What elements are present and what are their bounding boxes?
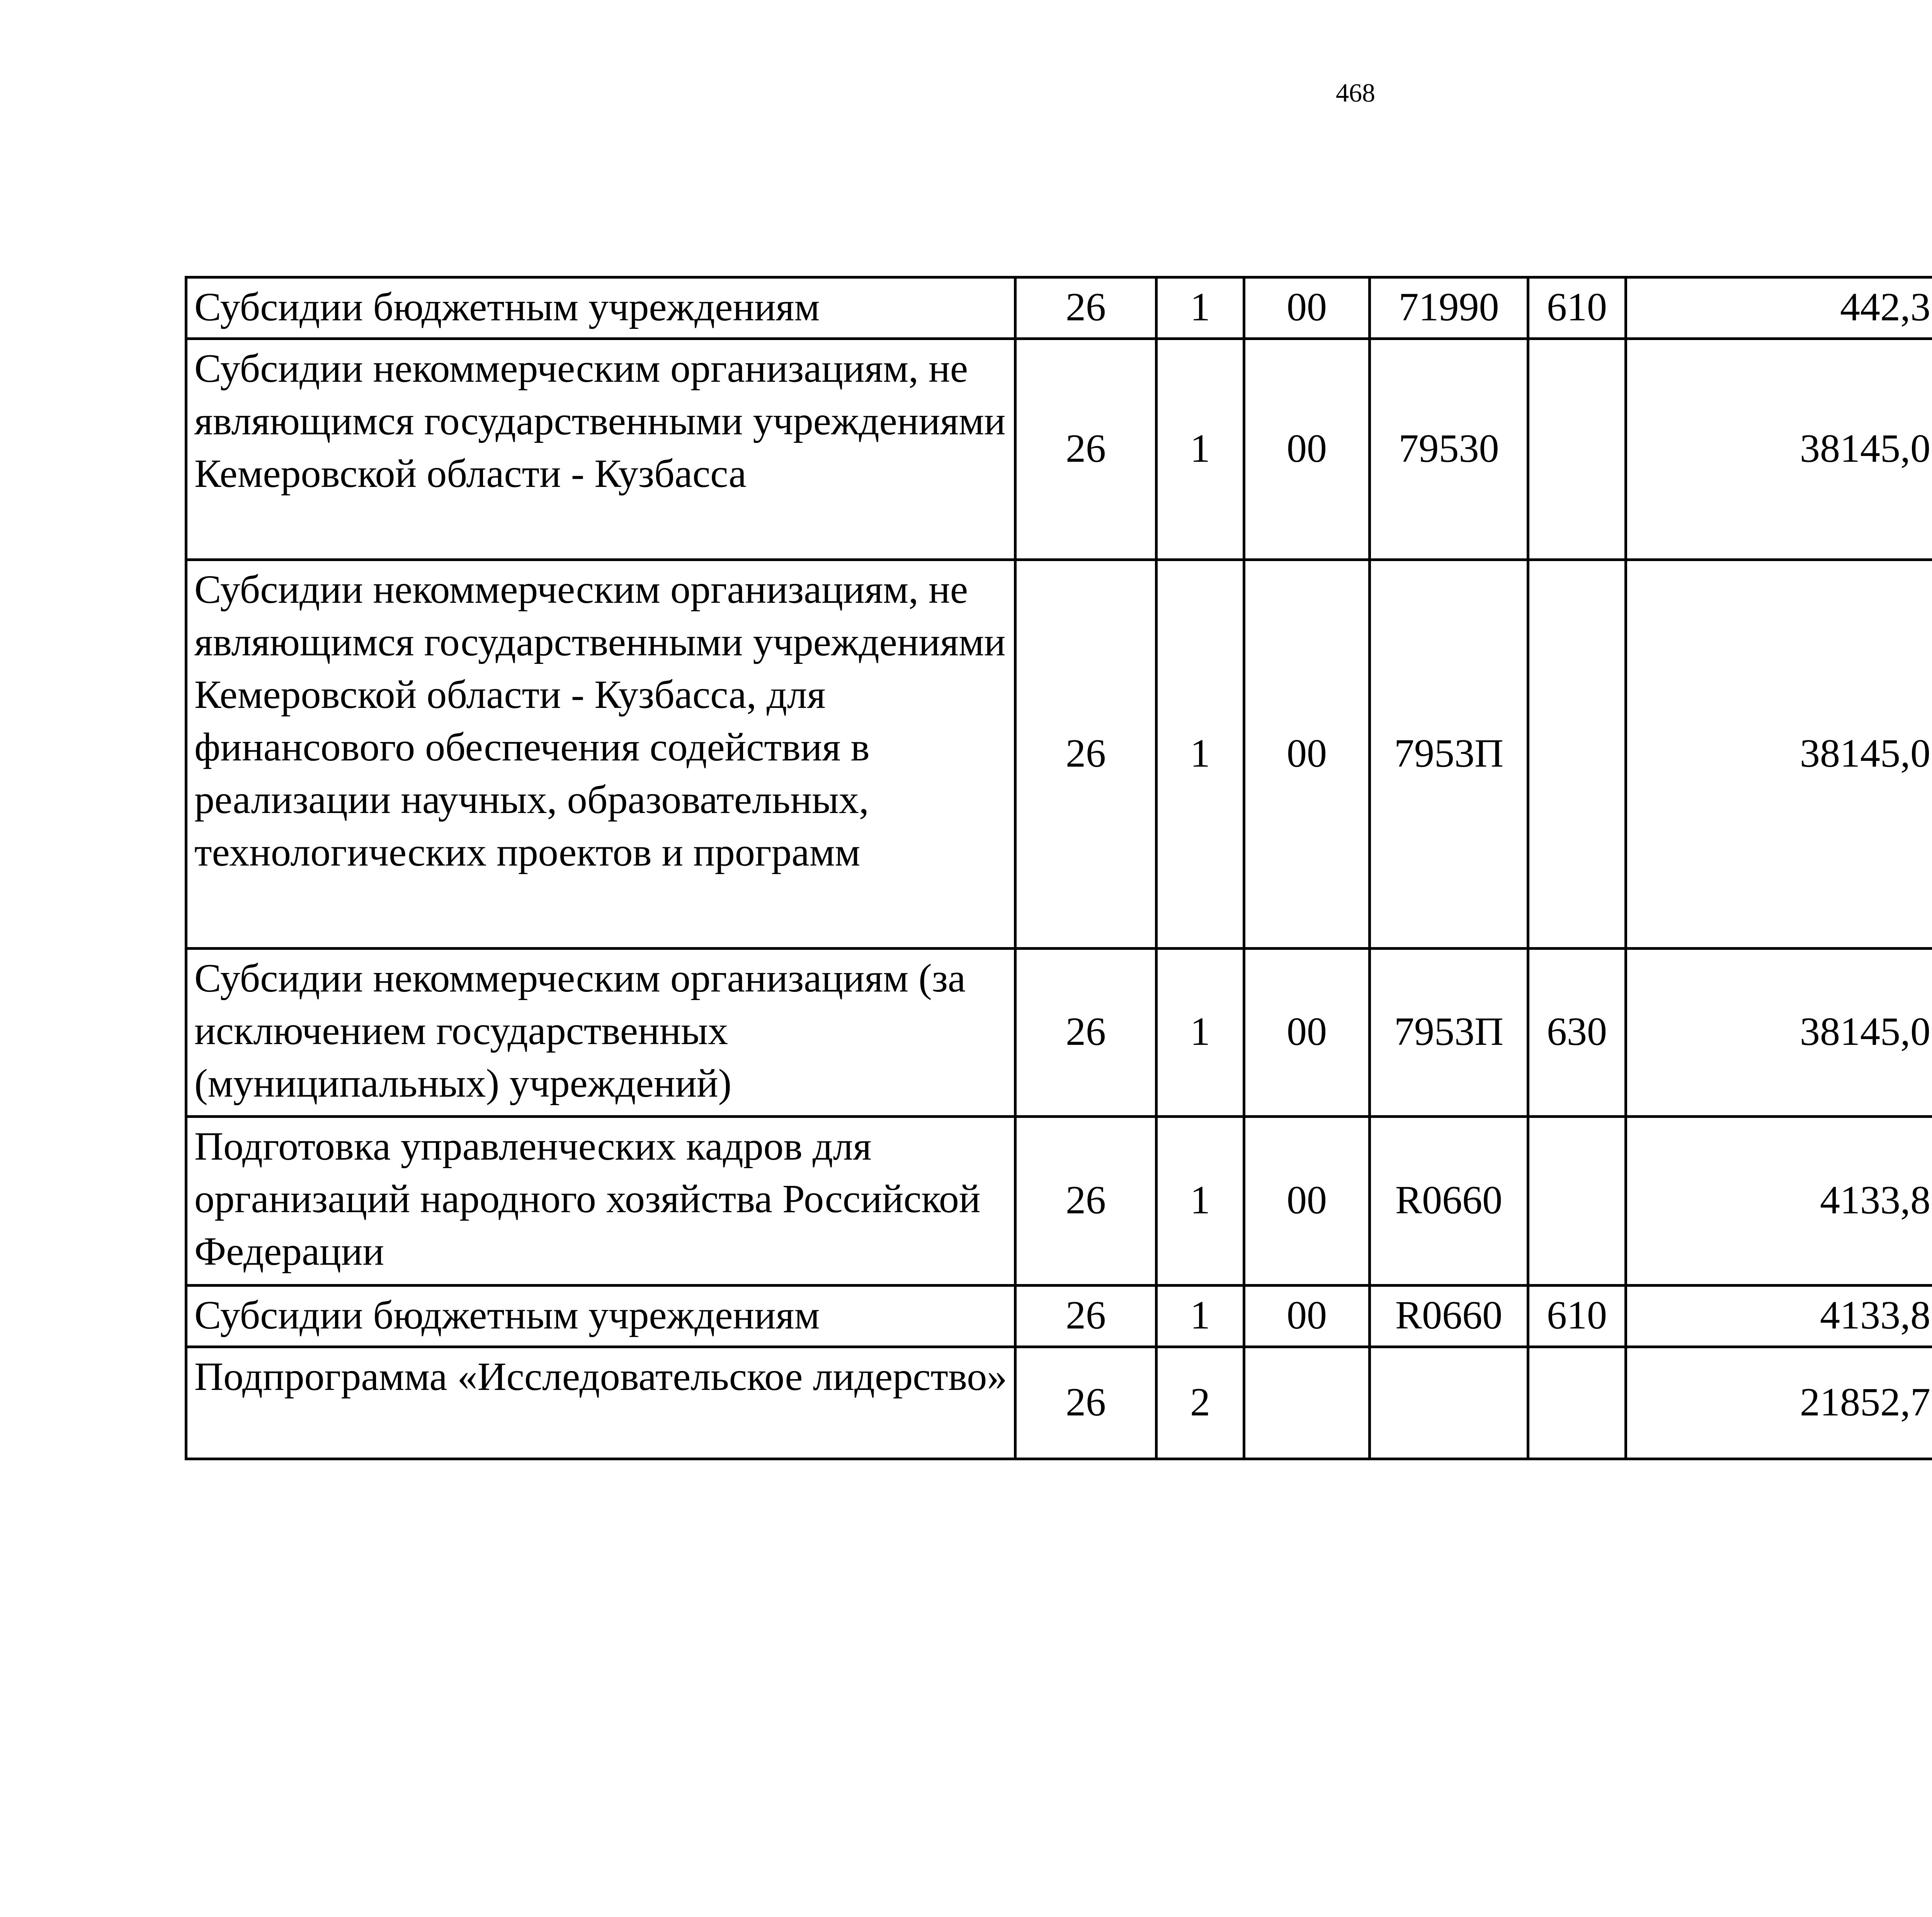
- code-chapter: 26: [1015, 560, 1156, 949]
- row-description: Субсидии некоммерческим организациям (за исключением государственных (муниципальных) учреждений): [186, 949, 1015, 1117]
- amount-year-1: 38145,0: [1626, 560, 1932, 949]
- row-description: Субсидии бюджетным учреждениям: [186, 277, 1015, 339]
- code-subprogram: 2: [1156, 1347, 1244, 1459]
- code-subprogram: 1: [1156, 339, 1244, 560]
- code-direction: 71990: [1370, 277, 1528, 339]
- code-subprogram: 1: [1156, 1286, 1244, 1347]
- code-chapter: 26: [1015, 339, 1156, 560]
- table-row: [186, 1117, 1932, 1286]
- code-expense-type: 610: [1528, 1286, 1626, 1347]
- row-description: Подготовка управленческих кадров для организаций народного хозяйства Российской Федерации: [186, 1117, 1015, 1286]
- amount-year-1: 442,3: [1626, 277, 1932, 339]
- row-description: Субсидии бюджетным учреждениям: [186, 1286, 1015, 1347]
- table-row: [186, 339, 1932, 560]
- amount-year-1: 4133,8: [1626, 1286, 1932, 1347]
- amount-year-1: 21852,7: [1626, 1347, 1932, 1459]
- table-row: [186, 277, 1932, 339]
- code-direction: 7953П: [1370, 560, 1528, 949]
- code-expense-type: [1528, 560, 1626, 949]
- code-chapter: 26: [1015, 1347, 1156, 1459]
- code-main-event: [1244, 1347, 1370, 1459]
- code-main-event: 00: [1244, 949, 1370, 1117]
- code-expense-type: 630: [1528, 949, 1626, 1117]
- code-expense-type: [1528, 339, 1626, 560]
- code-subprogram: 1: [1156, 277, 1244, 339]
- table-row: [186, 1347, 1932, 1459]
- code-direction: 79530: [1370, 339, 1528, 560]
- code-chapter: 26: [1015, 1286, 1156, 1347]
- code-chapter: 26: [1015, 949, 1156, 1117]
- table-row: [186, 560, 1932, 949]
- code-main-event: 00: [1244, 339, 1370, 560]
- row-description: Субсидии некоммерческим организациям, не являющимся государственными учреждениями Кемеровской области - Кузбасса, для финансового обеспечения содействия в реализации научных, образовательных, технологических проектов и программ: [186, 560, 1015, 949]
- code-expense-type: [1528, 1347, 1626, 1459]
- page-number: 468: [1336, 78, 1375, 107]
- code-expense-type: [1528, 1117, 1626, 1286]
- amount-year-1: 4133,8: [1626, 1117, 1932, 1286]
- code-direction: R0660: [1370, 1286, 1528, 1347]
- code-main-event: 00: [1244, 277, 1370, 339]
- table-row: [186, 1286, 1932, 1347]
- code-subprogram: 1: [1156, 949, 1244, 1117]
- code-direction: 7953П: [1370, 949, 1528, 1117]
- budget-table: [185, 276, 1932, 1460]
- code-direction: R0660: [1370, 1117, 1528, 1286]
- code-chapter: 26: [1015, 277, 1156, 339]
- code-main-event: 00: [1244, 560, 1370, 949]
- row-description: Субсидии некоммерческим организациям, не являющимся государственными учреждениями Кемеровской области - Кузбасса: [186, 339, 1015, 560]
- code-subprogram: 1: [1156, 560, 1244, 949]
- amount-year-1: 38145,0: [1626, 339, 1932, 560]
- code-chapter: 26: [1015, 1117, 1156, 1286]
- code-main-event: 00: [1244, 1286, 1370, 1347]
- table-row: [186, 949, 1932, 1117]
- code-direction: [1370, 1347, 1528, 1459]
- code-subprogram: 1: [1156, 1117, 1244, 1286]
- code-main-event: 00: [1244, 1117, 1370, 1286]
- row-description: Подпрограмма «Исследовательское лидерство»: [186, 1347, 1015, 1459]
- amount-year-1: 38145,0: [1626, 949, 1932, 1117]
- code-expense-type: 610: [1528, 277, 1626, 339]
